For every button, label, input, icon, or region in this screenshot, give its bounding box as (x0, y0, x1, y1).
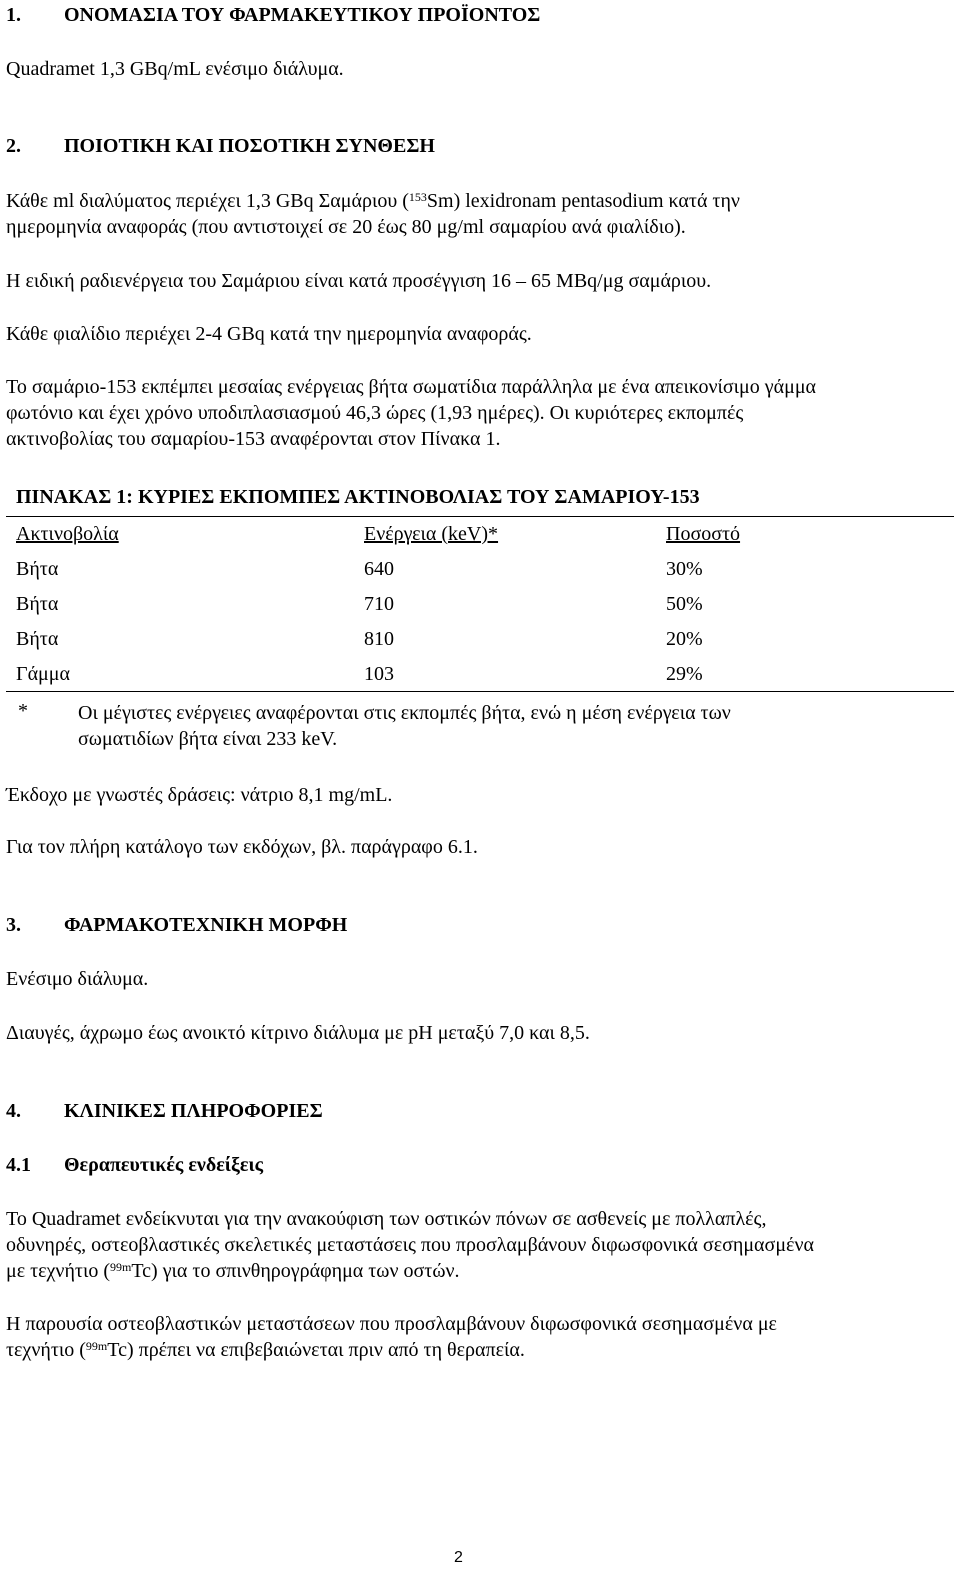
section-number: 4. (6, 1100, 21, 1122)
text-line: οδυνηρές, οστεοβλαστικές σκελετικές μεταστάσεις που προσλαμβάνουν διφωσφονικά σεσημασμένα (6, 1234, 814, 1256)
table-header-energy: Ενέργεια (keV)* (364, 523, 499, 545)
section-1-heading (6, 4, 540, 27)
text-run: με τεχνήτιο ( (6, 1260, 111, 1282)
table-cell: Βήτα (16, 558, 59, 580)
text-line (6, 1337, 777, 1363)
subsection-number: 4.1 (6, 1154, 31, 1176)
table-header-radiation: Ακτινοβολία (16, 523, 119, 545)
table-cell: 710 (364, 593, 394, 615)
excipient-paragraph: Έκδοχο με γνωστές δράσεις: νάτριο 8,1 mg/mL. (6, 784, 393, 806)
section-number: 3. (6, 914, 21, 936)
table-cell: Βήτα (16, 593, 59, 615)
isotope-superscript: 153 (408, 190, 427, 204)
text-line: Το Quadramet ενδείκνυται για την ανακούφιση των οστικών πόνων σε ασθενείς με πολλαπλές, (6, 1208, 767, 1230)
text-line: Το σαμάριο-153 εκπέμπει μεσαίας ενέργειας βήτα σωματίδια παράλληλα με ένα απεικονίσιμο γάμμα (6, 376, 817, 398)
section-title: ΠΟΙΟΤΙΚΗ ΚΑΙ ΠΟΣΟΤΙΚΗ ΣΥΝΘΕΣΗ (64, 135, 435, 157)
section-2-heading (6, 135, 435, 158)
table-bottom-rule (6, 691, 954, 692)
dosage-form-paragraph: Ενέσιμο διάλυμα. (6, 968, 149, 990)
subsection-4-1-heading (6, 1154, 263, 1177)
table-cell: 29% (666, 663, 703, 685)
table-top-rule (6, 516, 954, 517)
section-title: ΦΑΡΜΑΚΟΤΕΧΝΙΚΗ ΜΟΡΦΗ (64, 914, 348, 936)
excipient-reference-paragraph: Για τον πλήρη κατάλογο των εκδόχων, βλ. παράγραφο 6.1. (6, 836, 478, 858)
section-4-heading (6, 1100, 323, 1123)
text-line: φωτόνιο και έχει χρόνο υποδιπλασιασμού 46,3 ώρες (1,93 ημέρες). Οι κυριότερες εκπομπές (6, 402, 744, 424)
confirmation-paragraph (6, 1311, 777, 1363)
section-number: 2. (6, 135, 21, 157)
text-run: Tc) πρέπει να επιβεβαιώνεται πριν από τη θεραπεία. (107, 1339, 525, 1361)
table-cell: 640 (364, 558, 394, 580)
indication-paragraph (6, 1206, 814, 1284)
isotope-superscript: 99m (110, 1260, 132, 1274)
table-cell: 30% (666, 558, 703, 580)
isotope-superscript: 99m (85, 1339, 108, 1353)
table-cell: Γάμμα (16, 663, 70, 685)
text-run: Tc) για το σπινθηρογράφημα των οστών. (131, 1260, 460, 1282)
text-run: τεχνήτιο ( (6, 1339, 86, 1361)
text-run: Κάθε ml διαλύματος περιέχει 1,3 GBq Σαμάριου ( (6, 190, 409, 212)
appearance-paragraph: Διαυγές, άχρωμο έως ανοικτό κίτρινο διάλυμα με pH μεταξύ 7,0 και 8,5. (6, 1022, 590, 1044)
vial-content-paragraph: Κάθε φιαλίδιο περιέχει 2-4 GBq κατά την ημερομηνία αναφοράς. (6, 323, 532, 345)
table-cell: 20% (666, 628, 703, 650)
section-title: ΚΛΙΝΙΚΕΣ ΠΛΗΡΟΦΟΡΙΕΣ (64, 1100, 323, 1122)
text-line: ακτινοβολίας του σαμαρίου-153 αναφέρονται στον Πίνακα 1. (6, 428, 501, 450)
section-3-heading (6, 914, 347, 937)
section-number: 1. (6, 4, 21, 26)
text-line: Η παρουσία οστεοβλαστικών μεταστάσεων που προσλαμβάνουν διφωσφονικά σεσημασμένα με (6, 1313, 777, 1335)
text-line: Οι μέγιστες ενέργειες αναφέρονται στις εκπομπές βήτα, ενώ η μέση ενέργεια των (78, 702, 731, 724)
text-line: ημερομηνία αναφοράς (που αντιστοιχεί σε 20 έως 80 μg/ml σαμαρίου ανά φιαλίδιο). (6, 216, 686, 238)
table-cell: 810 (364, 628, 394, 650)
table-footnote (78, 700, 731, 752)
composition-paragraph (6, 188, 740, 240)
section-title: ΟΝΟΜΑΣΙΑ ΤΟΥ ΦΑΡΜΑΚΕΥΤΙΚΟΥ ΠΡΟΪΟΝΤΟΣ (64, 4, 541, 26)
text-line: σωματιδίων βήτα είναι 233 keV. (78, 728, 338, 750)
table-cell: 103 (364, 663, 394, 685)
table-title: ΠΙΝΑΚΑΣ 1: ΚΥΡΙΕΣ ΕΚΠΟΜΠΕΣ ΑΚΤΙΝΟΒΟΛΙΑΣ ΤΟΥ ΣΑΜΑΡΙΟΥ-153 (16, 486, 700, 508)
text-line (6, 188, 740, 214)
subsection-title: Θεραπευτικές ενδείξεις (64, 1154, 264, 1176)
table-cell: 50% (666, 593, 703, 615)
product-name-paragraph: Quadramet 1,3 GBq/mL ενέσιμο διάλυμα. (6, 58, 344, 80)
text-run: Sm) lexidronam pentasodium κατά την (426, 190, 740, 212)
table-header-percentage: Ποσοστό (666, 523, 741, 545)
text-line (6, 1258, 814, 1284)
footnote-mark: * (18, 700, 28, 722)
specific-activity-paragraph: Η ειδική ραδιενέργεια του Σαμάριου είναι κατά προσέγγιση 16 – 65 MBq/μg σαμάριου. (6, 270, 712, 292)
emission-paragraph (6, 374, 816, 452)
table-cell: Βήτα (16, 628, 59, 650)
page-number: 2 (454, 1549, 463, 1566)
